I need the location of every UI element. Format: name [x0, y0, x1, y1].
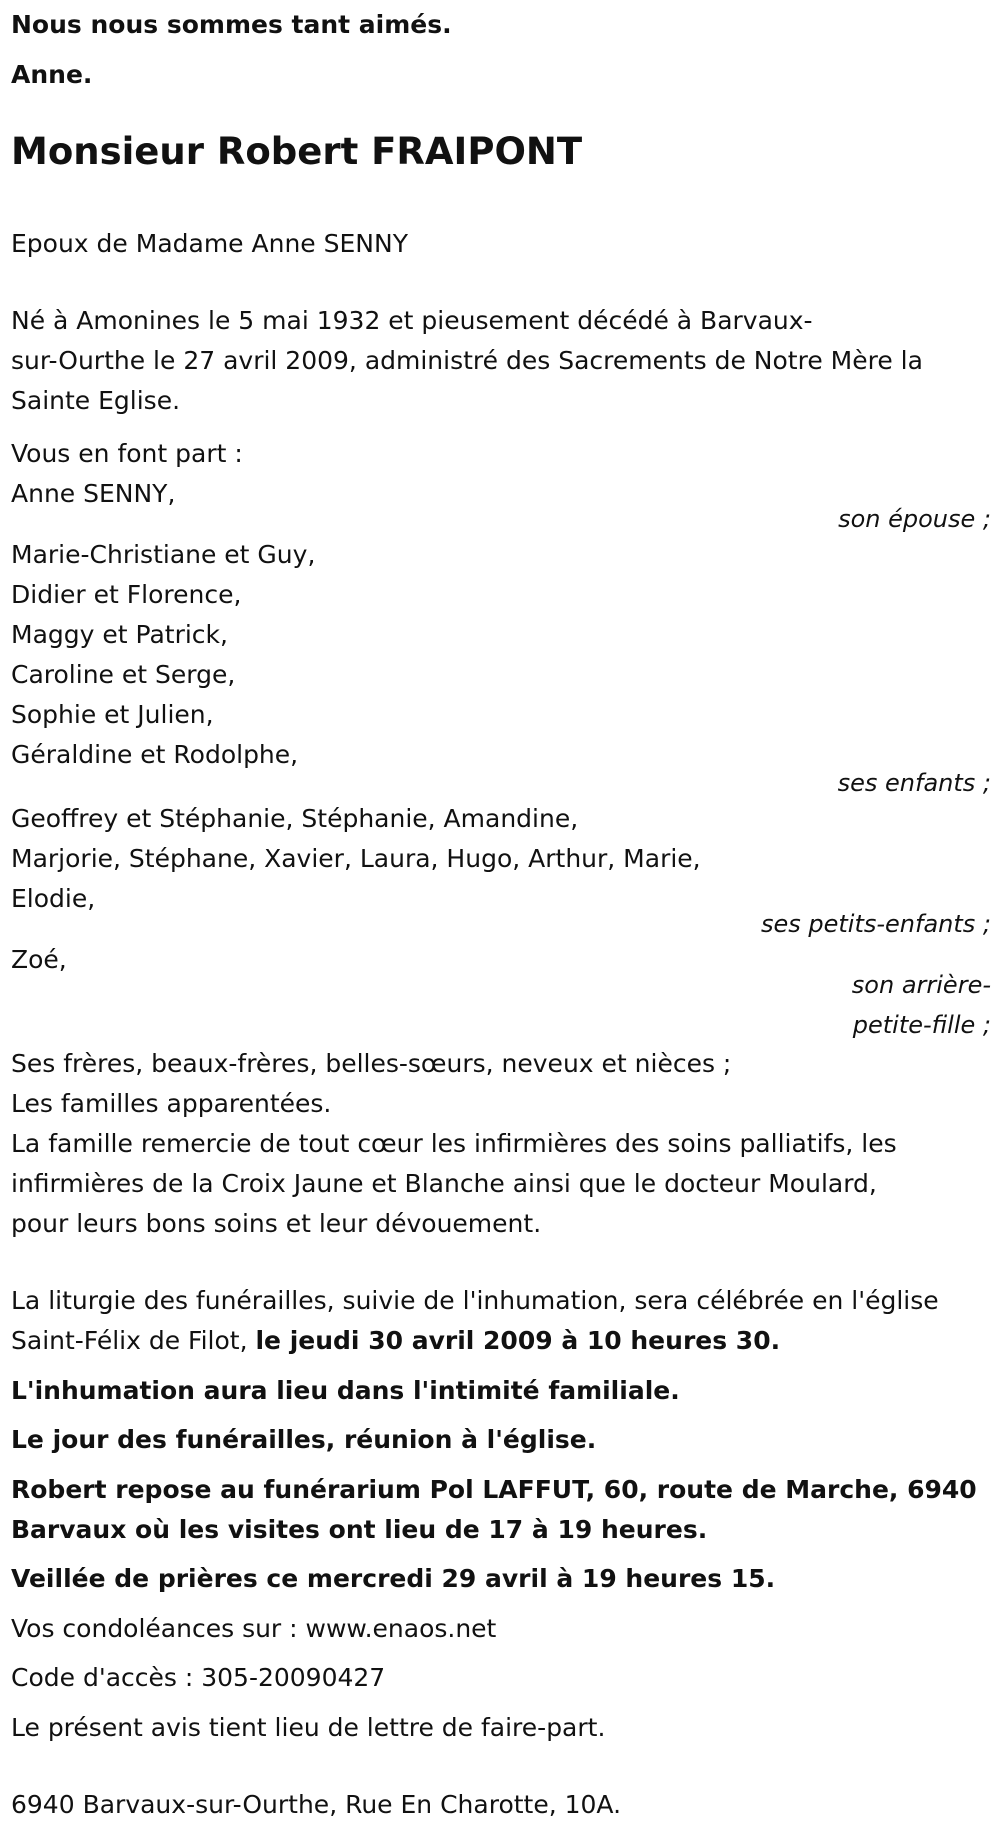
thanks-line: pour leurs bons soins et leur dévouement.: [11, 1209, 542, 1238]
funeral-date: le jeudi 30 avril 2009 à 10 heures 30.: [255, 1326, 781, 1355]
notice-line: Le présent avis tient lieu de lettre de faire-part.: [11, 1713, 606, 1742]
epigraph-line: Nous nous sommes tant aimés.: [11, 10, 452, 39]
spouse-relation: son épouse ;: [838, 505, 991, 533]
child-name: Marie-Christiane et Guy,: [11, 540, 316, 569]
rest-line: Barvaux où les visites ont lieu de 17 à 19 heures.: [11, 1515, 708, 1544]
great-grandchild-name: Zoé,: [11, 945, 67, 974]
great-grandchild-relation: son arrière-: [851, 971, 991, 999]
child-name: Didier et Florence,: [11, 580, 242, 609]
bio-line: sur-Ourthe le 27 avril 2009, administré des Sacrements de Notre Mère la: [11, 346, 923, 375]
bio-line: Sainte Eglise.: [11, 386, 181, 415]
grandchildren-line: Elodie,: [11, 884, 96, 913]
child-name: Sophie et Julien,: [11, 700, 214, 729]
condolences-line: Vos condoléances sur : www.enaos.net: [11, 1614, 497, 1643]
great-grandchild-relation: petite-fille ;: [852, 1011, 991, 1039]
other-relatives-line: Ses frères, beaux-frères, belles-sœurs, neveux et nièces ;: [11, 1049, 732, 1078]
child-name: Caroline et Serge,: [11, 660, 236, 689]
vigil-note: Veillée de prières ce mercredi 29 avril à 19 heures 15.: [11, 1564, 776, 1593]
children-relation: ses enfants ;: [837, 769, 991, 797]
funeral-date-line: [11, 1321, 780, 1361]
bio-line: Né à Amonines le 5 mai 1932 et pieusement décédé à Barvaux-: [11, 306, 813, 335]
spouse-line: Epoux de Madame Anne SENNY: [11, 229, 408, 258]
announcement-intro: Vous en font part :: [11, 439, 243, 468]
funeral-line: La liturgie des funérailles, suivie de l'inhumation, sera célébrée en l'église: [11, 1286, 939, 1315]
thanks-line: La famille remercie de tout cœur les infirmières des soins palliatifs, les: [11, 1129, 897, 1158]
grandchildren-line: Geoffrey et Stéphanie, Stéphanie, Amandine,: [11, 804, 579, 833]
grandchildren-line: Marjorie, Stéphane, Xavier, Laura, Hugo, Arthur, Marie,: [11, 844, 701, 873]
rest-line: Robert repose au funérarium Pol LAFFUT, 60, route de Marche, 6940: [11, 1475, 977, 1504]
child-name: Maggy et Patrick,: [11, 620, 228, 649]
burial-note: L'inhumation aura lieu dans l'intimité familiale.: [11, 1376, 680, 1405]
access-code-line: Code d'accès : 305-20090427: [11, 1663, 386, 1692]
epigraph-signature: Anne.: [11, 60, 93, 89]
child-name: Géraldine et Rodolphe,: [11, 740, 299, 769]
meeting-note: Le jour des funérailles, réunion à l'église.: [11, 1425, 597, 1454]
other-relatives-line: Les familles apparentées.: [11, 1089, 332, 1118]
funeral-place: Saint-Félix de Filot,: [11, 1326, 256, 1355]
grandchildren-relation: ses petits-enfants ;: [760, 910, 991, 938]
address-line: 6940 Barvaux-sur-Ourthe, Rue En Charotte, 10A.: [11, 1790, 622, 1819]
thanks-line: infirmières de la Croix Jaune et Blanche ainsi que le docteur Moulard,: [11, 1169, 877, 1198]
spouse-name: Anne SENNY,: [11, 479, 176, 508]
deceased-name: Monsieur Robert FRAIPONT: [11, 130, 583, 173]
